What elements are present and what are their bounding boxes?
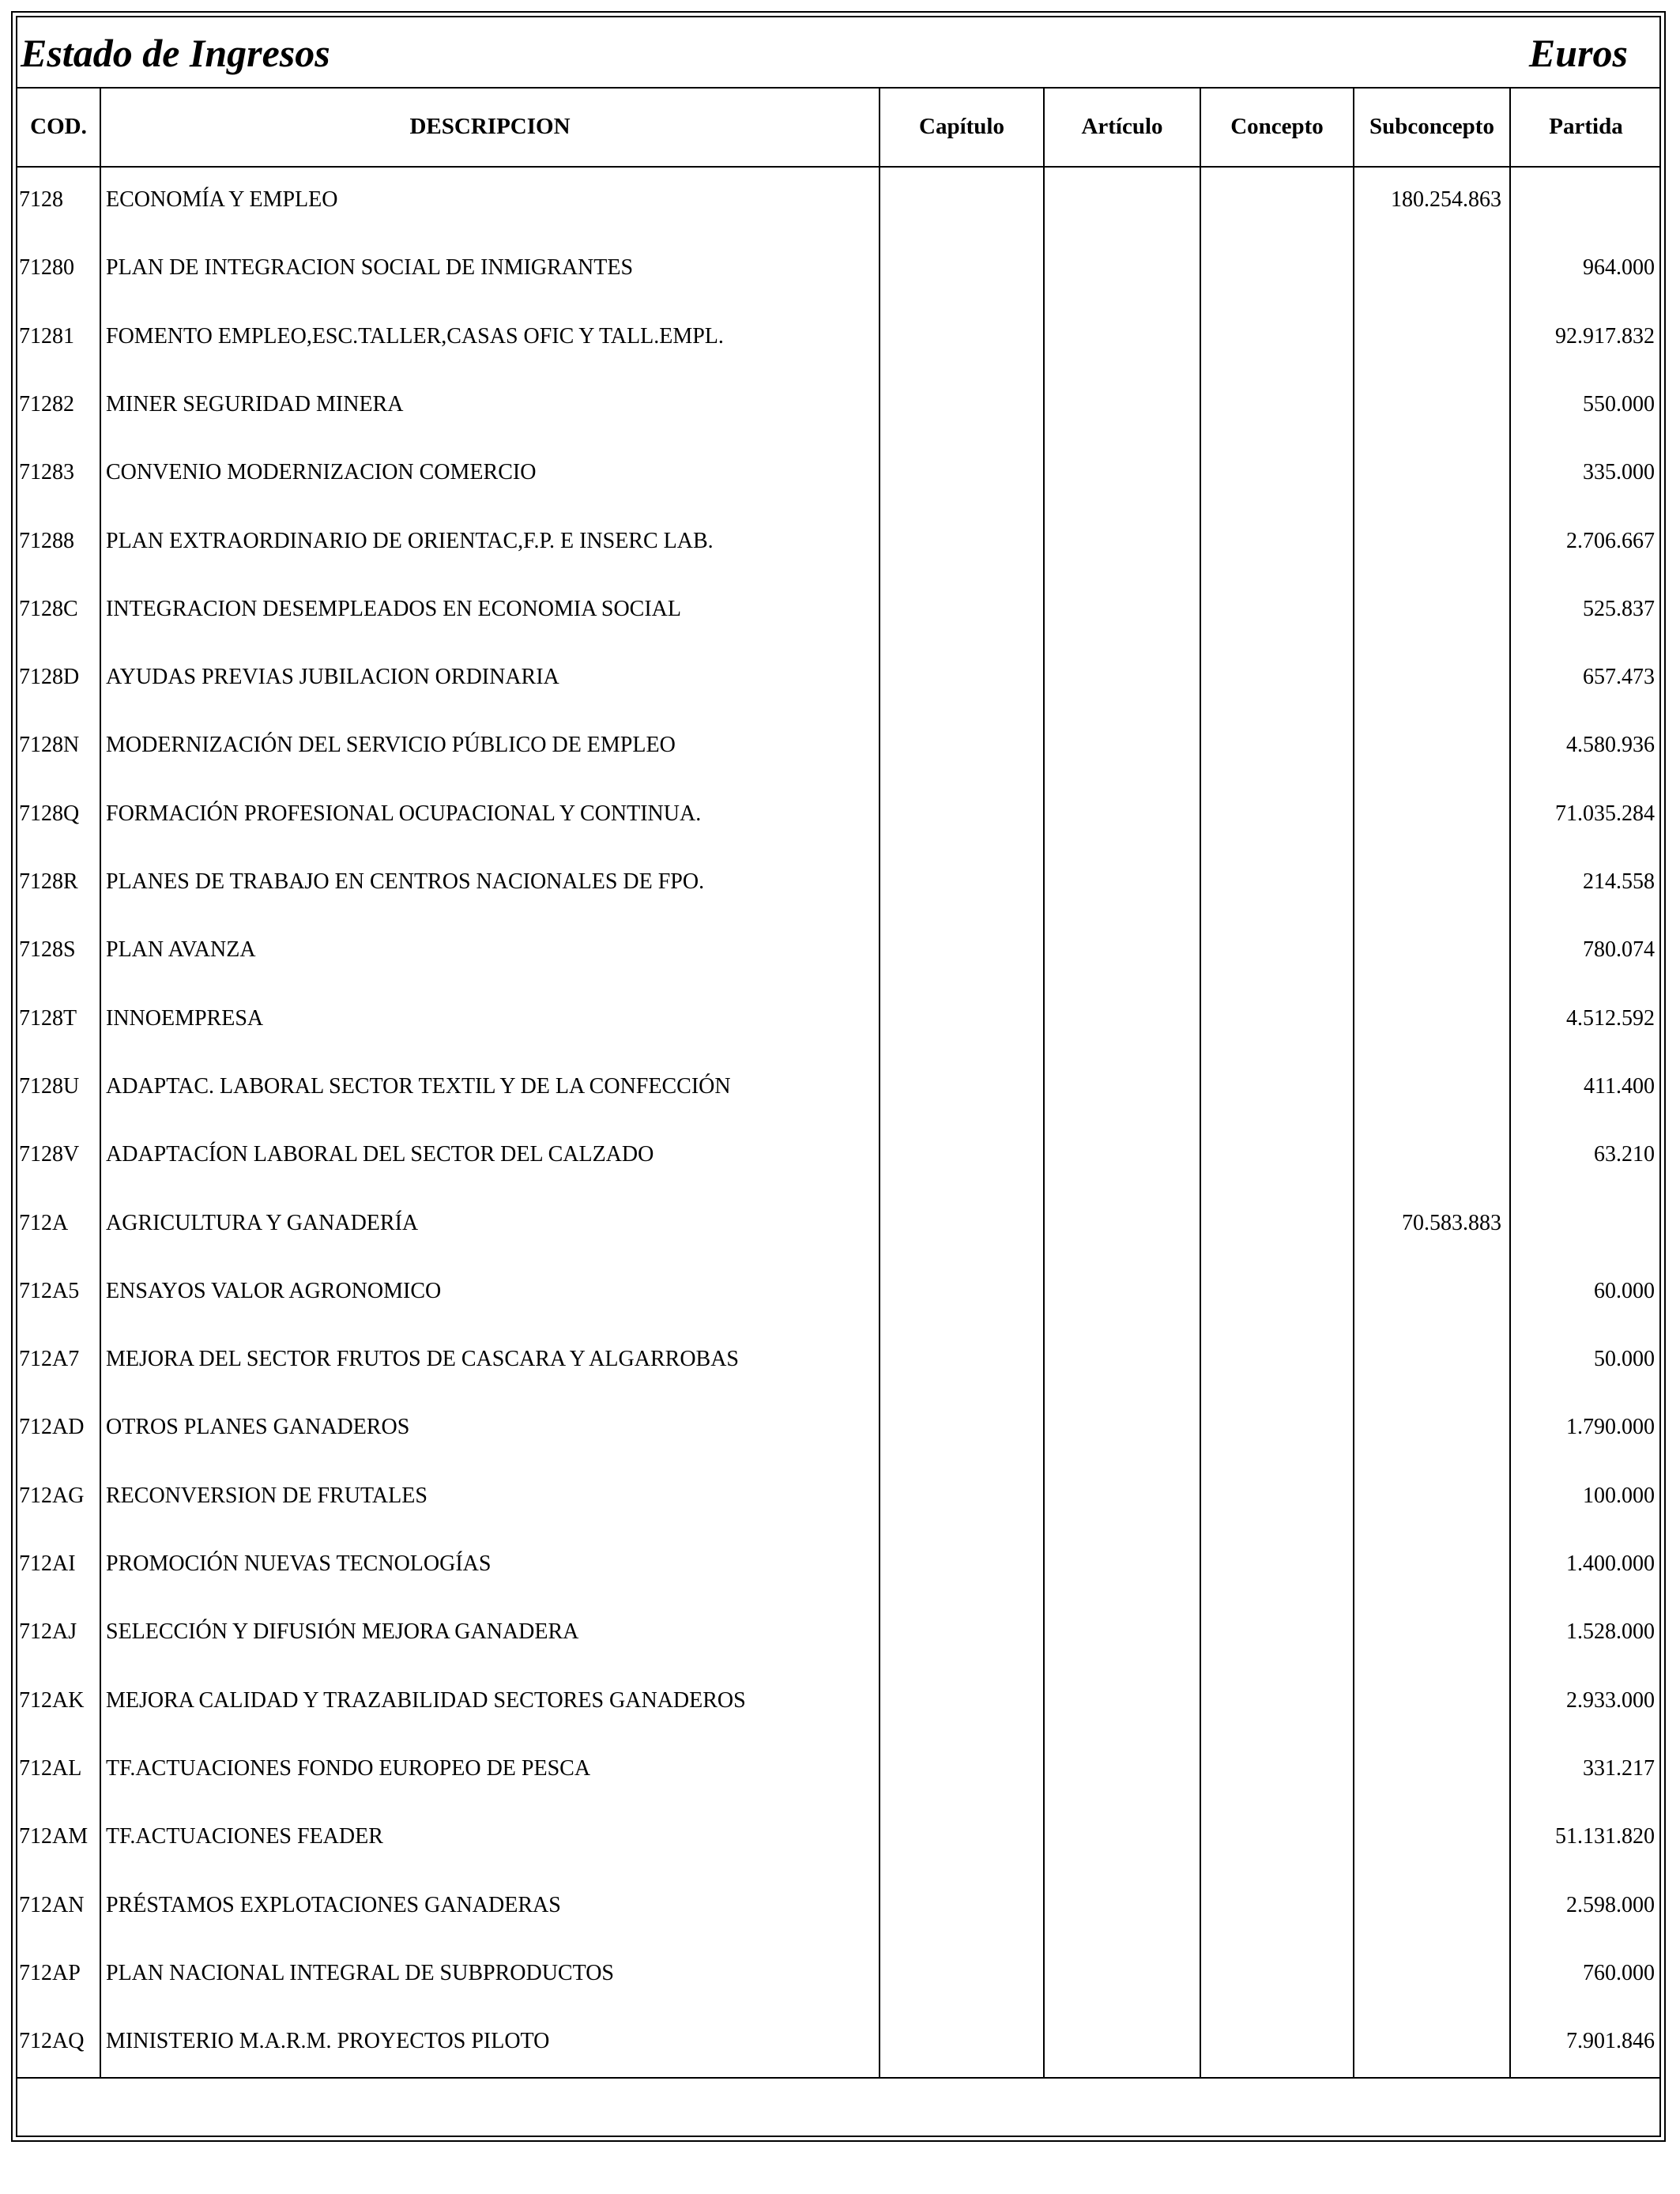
header-cod: COD.	[30, 114, 87, 139]
row-partida: 100.000	[1583, 1483, 1655, 1508]
table-row	[0, 848, 1680, 916]
row-cod: 71280	[19, 255, 74, 281]
row-cod: 71282	[19, 391, 74, 417]
row-cod: 7128S	[19, 937, 76, 963]
row-descripcion: PLAN DE INTEGRACION SOCIAL DE INMIGRANTES	[106, 255, 634, 281]
row-subconcepto	[1351, 507, 1501, 575]
row-partida: 4.512.592	[1566, 1005, 1655, 1031]
row-subconcepto	[1351, 1598, 1501, 1666]
row-cod: 712A	[19, 1210, 69, 1235]
table-row	[0, 507, 1680, 575]
row-descripcion: MEJORA CALIDAD Y TRAZABILIDAD SECTORES GANADEROS	[106, 1687, 746, 1713]
row-subconcepto	[1351, 303, 1501, 371]
row-subconcepto: 180.254.863	[1391, 187, 1501, 212]
row-descripcion: PLANES DE TRABAJO EN CENTROS NACIONALES DE FPO.	[106, 869, 705, 894]
row-partida: 50.000	[1594, 1347, 1655, 1372]
row-cod: 7128D	[19, 665, 80, 690]
row-subconcepto	[1351, 1053, 1501, 1121]
row-cod: 71288	[19, 528, 74, 553]
row-subconcepto	[1351, 371, 1501, 439]
row-partida: 2.706.667	[1566, 528, 1655, 553]
row-partida: 4.580.936	[1566, 733, 1655, 758]
row-descripcion: PLAN EXTRAORDINARIO DE ORIENTAC,F.P. E INSERC LAB.	[106, 528, 714, 553]
row-descripcion: ENSAYOS VALOR AGRONOMICO	[106, 1278, 442, 1303]
header-capitulo: Capítulo	[919, 114, 1004, 139]
row-partida: 331.217	[1583, 1755, 1655, 1781]
row-cod: 7128C	[19, 596, 78, 621]
currency-label: Euros	[1528, 31, 1628, 75]
table-row	[0, 234, 1680, 302]
header-articulo: Artículo	[1081, 114, 1163, 139]
table-row	[0, 2007, 1680, 2075]
row-partida: 71.035.284	[1555, 801, 1655, 826]
row-cod: 712AL	[19, 1755, 82, 1781]
row-partida: 964.000	[1583, 255, 1655, 281]
row-cod: 712AM	[19, 1824, 89, 1849]
table-row	[0, 1393, 1680, 1461]
row-descripcion: PROMOCIÓN NUEVAS TECNOLOGÍAS	[106, 1551, 492, 1576]
row-partida: 51.131.820	[1555, 1824, 1655, 1849]
row-descripcion: AYUDAS PREVIAS JUBILACION ORDINARIA	[106, 665, 559, 690]
row-partida	[1509, 1189, 1655, 1257]
row-descripcion: MINER SEGURIDAD MINERA	[106, 391, 404, 417]
row-cod: 7128Q	[19, 801, 80, 826]
row-subconcepto	[1351, 1667, 1501, 1735]
row-partida: 550.000	[1583, 391, 1655, 417]
row-subconcepto	[1351, 1530, 1501, 1598]
row-descripcion: TF.ACTUACIONES FONDO EUROPEO DE PESCA	[106, 1755, 591, 1781]
table-row	[0, 643, 1680, 711]
row-subconcepto	[1351, 643, 1501, 711]
row-cod: 712AN	[19, 1892, 85, 1917]
page-title: Estado de Ingresos	[21, 31, 330, 75]
row-subconcepto	[1351, 575, 1501, 643]
row-descripcion: FORMACIÓN PROFESIONAL OCUPACIONAL Y CONTINUA.	[106, 801, 702, 826]
header-partida: Partida	[1549, 114, 1623, 139]
row-descripcion: AGRICULTURA Y GANADERÍA	[106, 1210, 419, 1235]
row-subconcepto	[1351, 1462, 1501, 1530]
table-row	[0, 1667, 1680, 1735]
row-subconcepto	[1351, 985, 1501, 1053]
row-cod: 712AJ	[19, 1619, 77, 1645]
table-row	[0, 916, 1680, 984]
row-partida: 60.000	[1594, 1278, 1655, 1303]
row-cod: 71281	[19, 323, 74, 349]
row-partida: 1.790.000	[1566, 1415, 1655, 1440]
row-cod: 712AP	[19, 1960, 81, 1985]
row-subconcepto	[1351, 1257, 1501, 1325]
row-partida: 2.598.000	[1566, 1892, 1655, 1917]
row-partida: 760.000	[1583, 1960, 1655, 1985]
row-partida: 2.933.000	[1566, 1687, 1655, 1713]
row-descripcion: MINISTERIO M.A.R.M. PROYECTOS PILOTO	[106, 2029, 550, 2054]
table-bottom-divider	[16, 2077, 1661, 2079]
row-cod: 7128V	[19, 1142, 80, 1167]
table-row	[0, 575, 1680, 643]
row-partida: 214.558	[1583, 869, 1655, 894]
row-descripcion: PLAN NACIONAL INTEGRAL DE SUBPRODUCTOS	[106, 1960, 614, 1985]
row-partida: 92.917.832	[1555, 323, 1655, 349]
row-subconcepto	[1351, 2007, 1501, 2075]
row-cod: 71283	[19, 460, 74, 485]
row-subconcepto	[1351, 1735, 1501, 1803]
table-row	[0, 1872, 1680, 1940]
row-partida: 1.528.000	[1566, 1619, 1655, 1645]
table-row	[0, 1530, 1680, 1598]
row-partida: 657.473	[1583, 665, 1655, 690]
table-row	[0, 1598, 1680, 1666]
row-descripcion: RECONVERSION DE FRUTALES	[106, 1483, 428, 1508]
row-cod: 7128U	[19, 1073, 80, 1099]
row-cod: 712A5	[19, 1278, 80, 1303]
table-row	[0, 1940, 1680, 2007]
row-subconcepto	[1351, 916, 1501, 984]
row-partida: 525.837	[1583, 596, 1655, 621]
table-row	[0, 711, 1680, 779]
row-cod: 712AK	[19, 1687, 85, 1713]
row-descripcion: CONVENIO MODERNIZACION COMERCIO	[106, 460, 537, 485]
header-subconcepto: Subconcepto	[1369, 114, 1494, 139]
row-descripcion: SELECCIÓN Y DIFUSIÓN MEJORA GANADERA	[106, 1619, 579, 1645]
row-partida: 7.901.846	[1566, 2029, 1655, 2054]
header-descripcion: DESCRIPCION	[409, 114, 571, 139]
row-descripcion: FOMENTO EMPLEO,ESC.TALLER,CASAS OFIC Y TALL.EMPL.	[106, 323, 724, 349]
row-subconcepto: 70.583.883	[1402, 1210, 1501, 1235]
table-row	[0, 985, 1680, 1053]
table-row	[0, 1735, 1680, 1803]
row-descripcion: INTEGRACION DESEMPLEADOS EN ECONOMIA SOCIAL	[106, 596, 681, 621]
row-cod: 712AD	[19, 1415, 85, 1440]
row-partida: 335.000	[1583, 460, 1655, 485]
table-row	[0, 1121, 1680, 1189]
row-descripcion: MEJORA DEL SECTOR FRUTOS DE CASCARA Y ALGARROBAS	[106, 1347, 740, 1372]
row-descripcion: ADAPTAC. LABORAL SECTOR TEXTIL Y DE LA CONFECCIÓN	[106, 1073, 731, 1099]
row-partida: 780.074	[1583, 937, 1655, 963]
table-row	[0, 1257, 1680, 1325]
table-row	[0, 303, 1680, 371]
row-descripcion: MODERNIZACIÓN DEL SERVICIO PÚBLICO DE EMPLEO	[106, 733, 676, 758]
table-row	[0, 166, 1680, 234]
table-row	[0, 1189, 1680, 1257]
row-descripcion: TF.ACTUACIONES FEADER	[106, 1824, 383, 1849]
row-subconcepto	[1351, 1803, 1501, 1871]
row-subconcepto	[1351, 780, 1501, 848]
row-subconcepto	[1351, 1940, 1501, 2007]
row-cod: 712AG	[19, 1483, 85, 1508]
row-subconcepto	[1351, 1393, 1501, 1461]
row-descripcion: INNOEMPRESA	[106, 1005, 264, 1031]
row-subconcepto	[1351, 1872, 1501, 1940]
row-cod: 7128	[19, 187, 63, 212]
row-cod: 712A7	[19, 1347, 80, 1372]
row-descripcion: OTROS PLANES GANADEROS	[106, 1415, 410, 1440]
header-concepto: Concepto	[1230, 114, 1324, 139]
table-row	[0, 1053, 1680, 1121]
row-cod: 712AI	[19, 1551, 76, 1576]
row-subconcepto	[1351, 1325, 1501, 1393]
row-subconcepto	[1351, 1121, 1501, 1189]
row-cod: 7128N	[19, 733, 80, 758]
row-descripcion: PLAN AVANZA	[106, 937, 256, 963]
row-descripcion: ADAPTACÍON LABORAL DEL SECTOR DEL CALZADO	[106, 1142, 654, 1167]
row-subconcepto	[1351, 234, 1501, 302]
row-descripcion: ECONOMÍA Y EMPLEO	[106, 187, 338, 212]
row-subconcepto	[1351, 439, 1501, 507]
table-row	[0, 1803, 1680, 1871]
row-subconcepto	[1351, 711, 1501, 779]
row-partida	[1509, 166, 1655, 234]
row-cod: 712AQ	[19, 2029, 85, 2054]
table-row	[0, 439, 1680, 507]
row-subconcepto	[1351, 848, 1501, 916]
row-partida: 63.210	[1594, 1142, 1655, 1167]
row-cod: 7128T	[19, 1005, 77, 1031]
row-partida: 1.400.000	[1566, 1551, 1655, 1576]
row-descripcion: PRÉSTAMOS EXPLOTACIONES GANADERAS	[106, 1892, 561, 1917]
row-partida: 411.400	[1584, 1073, 1655, 1099]
table-row	[0, 371, 1680, 439]
table-row	[0, 1462, 1680, 1530]
row-cod: 7128R	[19, 869, 78, 894]
table-row	[0, 1325, 1680, 1393]
table-row	[0, 780, 1680, 848]
